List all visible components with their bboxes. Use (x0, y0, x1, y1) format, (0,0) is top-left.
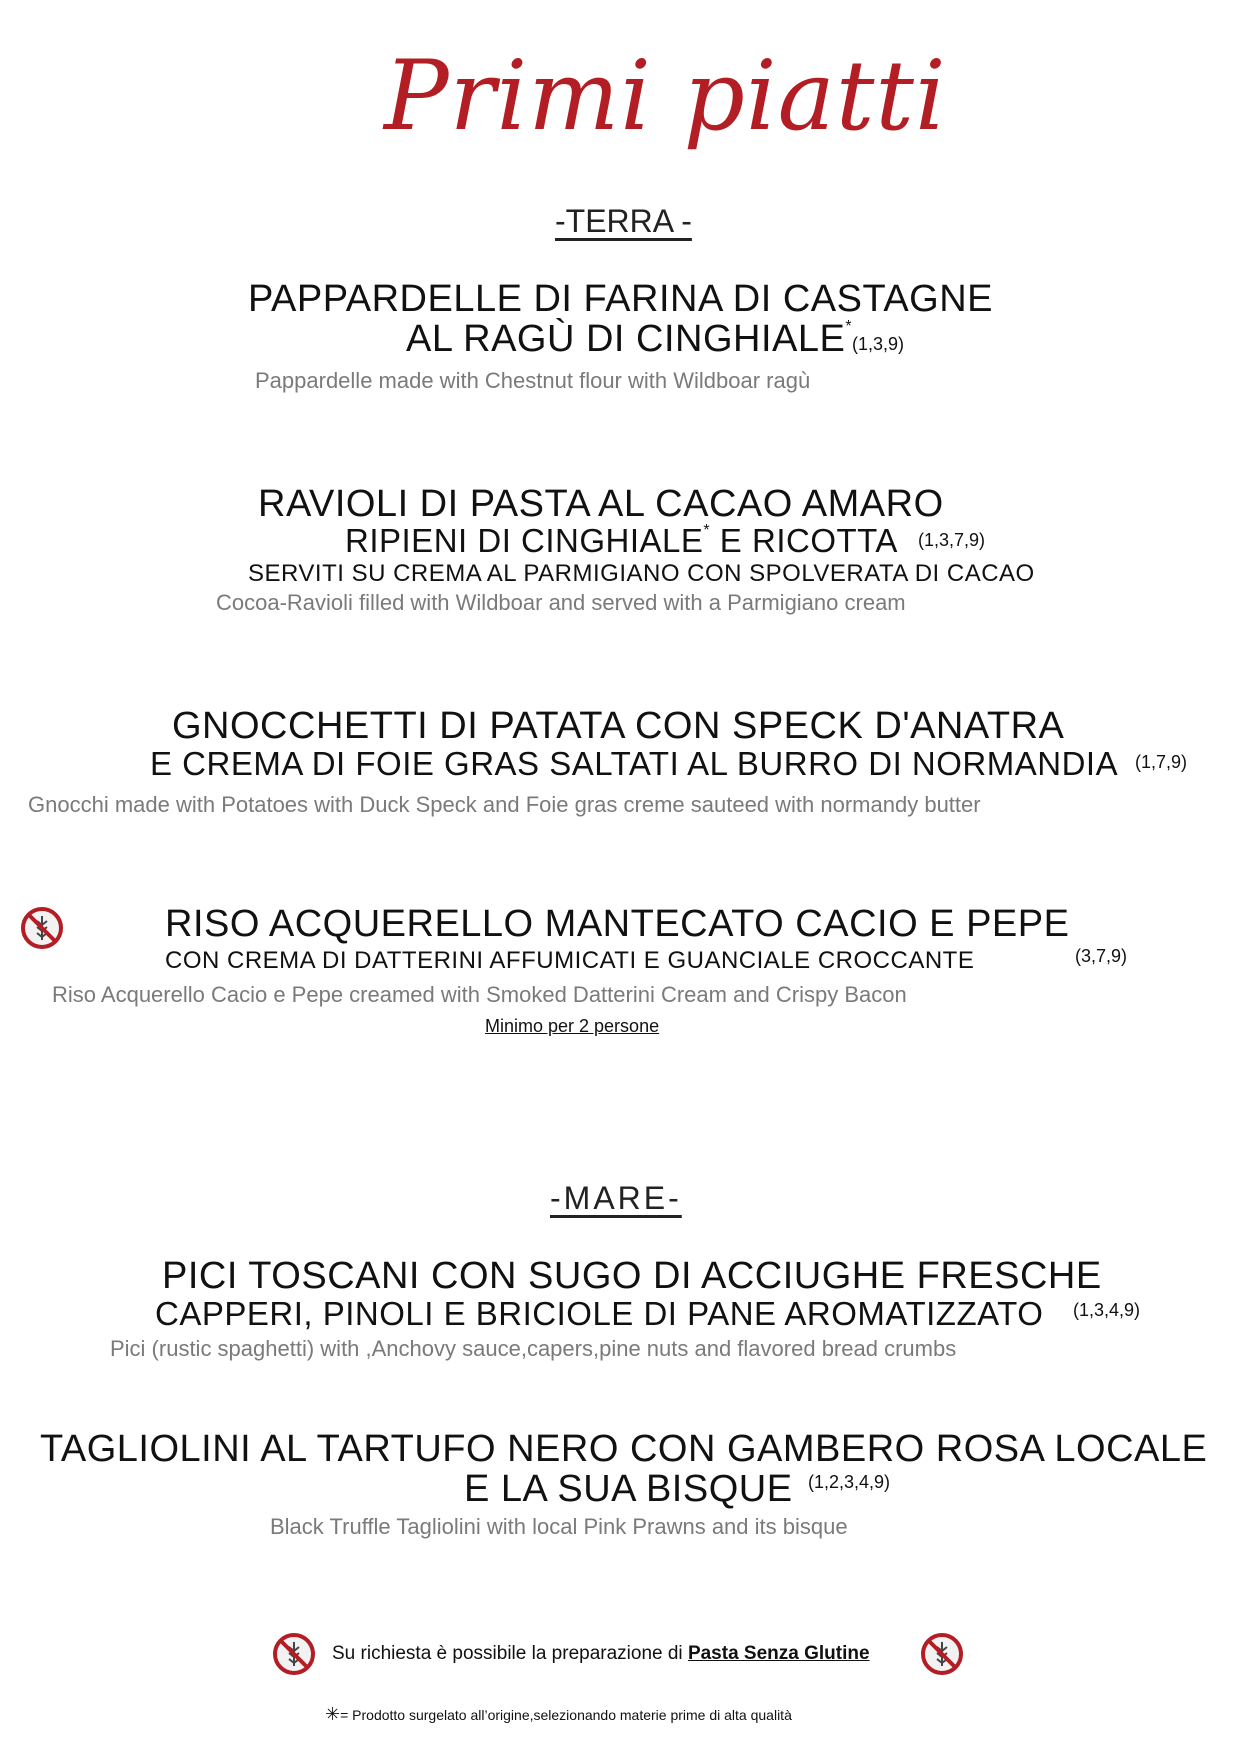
dish-5-line2: CAPPERI, PINOLI E BRICIOLE DI PANE AROMATIZZATO (155, 1295, 1044, 1332)
dish-1-line2 (406, 318, 852, 361)
page-title: Primi piatti (384, 40, 947, 152)
frozen-legend (325, 1704, 792, 1725)
frozen-legend-text: = Prodotto surgelato all’origine,selezionando materie prime di alta qualità (340, 1707, 792, 1723)
asterisk-icon: ✳ (325, 1704, 341, 1724)
dish-3-desc: Gnocchi made with Potatoes with Duck Speck and Foie gras creme sauteed with normandy butter (28, 792, 981, 817)
dish-2-line2b-text: E RICOTTA (710, 522, 898, 559)
dish-2-desc: Cocoa-Ravioli filled with Wildboar and served with a Parmigiano cream (216, 590, 906, 615)
dish-4-allergens: (3,7,9) (1075, 946, 1128, 966)
dish-1-line1: PAPPARDELLE DI FARINA DI CASTAGNE (248, 278, 994, 320)
no-gluten-icon (272, 1632, 316, 1676)
dish-2-allergens: (1,3,7,9) (918, 530, 986, 550)
dish-2-line2 (345, 522, 898, 560)
dish-4-desc: Riso Acquerello Cacio e Pepe creamed with Smoked Datterini Cream and Crispy Bacon (52, 982, 907, 1007)
dish-4-line2: CON CREMA DI DATTERINI AFFUMICATI E GUANCIALE CROCCANTE (165, 947, 975, 974)
no-gluten-icon (20, 906, 64, 950)
dish-2-line2-text: RIPIENI DI CINGHIALE (345, 522, 704, 559)
frozen-star: * (703, 522, 711, 539)
dish-1-line2-text: AL RAGÙ DI CINGHIALE (406, 318, 846, 360)
section-terra: -TERRA - (555, 203, 692, 239)
dish-6-desc: Black Truffle Tagliolini with local Pink Prawns and its bisque (270, 1514, 848, 1539)
dish-1-desc: Pappardelle made with Chestnut flour with Wildboar ragù (255, 368, 811, 393)
dish-4-note: Minimo per 2 persone (485, 1016, 660, 1036)
section-mare: -MARE- (550, 1180, 682, 1216)
gluten-free-text: Su richiesta è possibile la preparazione di (332, 1643, 688, 1664)
dish-1-allergens: (1,3,9) (852, 334, 905, 354)
gluten-free-bold: Pasta Senza Glutine (687, 1643, 870, 1664)
dish-6-line2: E LA SUA BISQUE (464, 1468, 793, 1510)
dish-2-line3: SERVITI SU CREMA AL PARMIGIANO CON SPOLVERATA DI CACAO (248, 560, 1035, 587)
frozen-star: * (845, 318, 853, 335)
no-gluten-icon (920, 1632, 964, 1676)
dish-3-line2: E CREMA DI FOIE GRAS SALTATI AL BURRO DI NORMANDIA (150, 745, 1119, 782)
dish-5-desc: Pici (rustic spaghetti) with ,Anchovy sauce,capers,pine nuts and flavored bread crumbs (110, 1336, 957, 1361)
dish-3-allergens: (1,7,9) (1135, 752, 1188, 772)
dish-4-line1: RISO ACQUERELLO MANTECATO CACIO E PEPE (165, 903, 1070, 945)
dish-5-allergens: (1,3,4,9) (1073, 1300, 1141, 1320)
gluten-free-note (332, 1643, 870, 1665)
dish-3-line1: GNOCCHETTI DI PATATA CON SPECK D'ANATRA (172, 705, 1065, 747)
dish-6-allergens: (1,2,3,4,9) (808, 1472, 891, 1492)
dish-6-line1: TAGLIOLINI AL TARTUFO NERO CON GAMBERO ROSA LOCALE (40, 1428, 1208, 1470)
dish-5-line1: PICI TOSCANI CON SUGO DI ACCIUGHE FRESCHE (162, 1255, 1102, 1297)
dish-2-line1: RAVIOLI DI PASTA AL CACAO AMARO (258, 483, 944, 525)
